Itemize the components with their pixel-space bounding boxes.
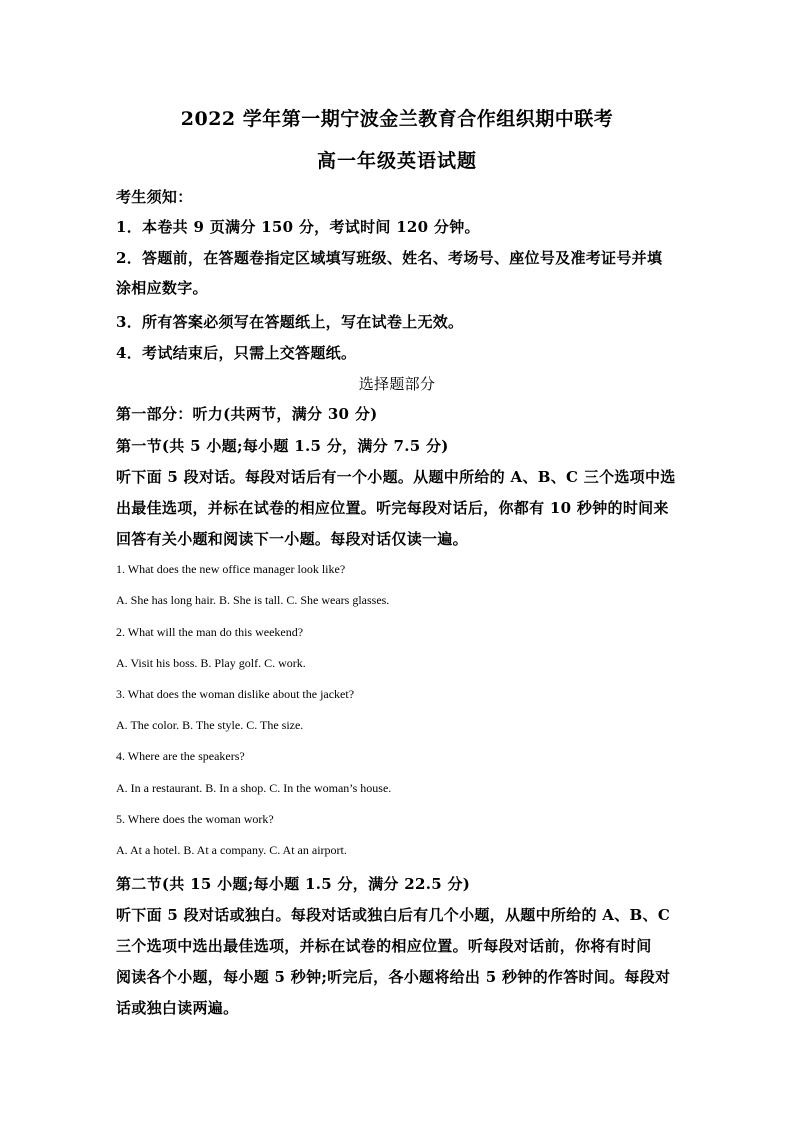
section-label: 选择题部分	[358, 375, 436, 393]
exam-title: 2022 学年第一期宁波金兰教育合作组织期中联考	[180, 108, 614, 130]
notice-item-1: 1．本卷共 9 页满分 150 分，考试时间 120 分钟。	[116, 218, 480, 236]
section-2-instructions-line-4: 话或独白读两遍。	[116, 999, 239, 1017]
question-2-options: A. Visit his boss. B. Play golf. C. work.	[116, 656, 306, 670]
section-2-instructions-line-3: 阅读各个小题，每小题 5 秒钟;听完后，各小题将给出 5 秒钟的作答时间。每段对	[116, 968, 671, 986]
exam-subtitle: 高一年级英语试题	[316, 150, 477, 172]
question-1: 1. What does the new office manager look like?	[116, 562, 346, 576]
question-3-options: A. The color. B. The style. C. The size.	[116, 718, 304, 732]
part-1-heading: 第一部分：听力(共两节，满分 30 分)	[116, 405, 378, 423]
notice-item-2-line-1: 2．答题前，在答题卷指定区域填写班级、姓名、考场号、座位号及准考证号并填	[116, 249, 663, 267]
question-2: 2. What will the man do this weekend?	[116, 625, 304, 639]
section-1-instructions-line-3: 回答有关小题和阅读下一小题。每段对话仅读一遍。	[116, 530, 468, 548]
section-2-instructions-line-2: 三个选项中选出最佳选项，并标在试卷的相应位置。听每段对话前，你将有时间	[116, 937, 652, 955]
notice-item-2-line-2: 涂相应数字。	[116, 279, 208, 297]
question-5-options: A. At a hotel. B. At a company. C. At an airport.	[116, 843, 347, 857]
question-4: 4. Where are the speakers?	[116, 749, 245, 763]
section-1-heading: 第一节(共 5 小题;每小题 1.5 分，满分 7.5 分)	[116, 437, 449, 455]
section-1-instructions-line-1: 听下面 5 段对话。每段对话后有一个小题。从题中所给的 A、B、C 三个选项中选	[116, 468, 676, 486]
question-4-options: A. In a restaurant. B. In a shop. C. In the woman’s house.	[116, 781, 392, 795]
section-2-heading: 第二节(共 15 小题;每小题 1.5 分，满分 22.5 分)	[116, 875, 471, 893]
notice-heading: 考生须知：	[116, 188, 193, 206]
notice-item-4: 4．考试结束后，只需上交答题纸。	[116, 344, 357, 362]
notice-item-3: 3．所有答案必须写在答题纸上，写在试卷上无效。	[116, 313, 464, 331]
question-5: 5. Where does the woman work?	[116, 812, 274, 826]
section-2-instructions-line-1: 听下面 5 段对话或独白。每段对话或独白后有几个小题，从题中所给的 A、B、C	[116, 906, 671, 924]
question-3: 3. What does the woman dislike about the jacket?	[116, 687, 355, 701]
question-1-options: A. She has long hair. B. She is tall. C. She wears glasses.	[116, 593, 390, 607]
section-1-instructions-line-2: 出最佳选项，并标在试卷的相应位置。听完每段对话后，你都有 10 秒钟的时间来	[116, 499, 669, 517]
